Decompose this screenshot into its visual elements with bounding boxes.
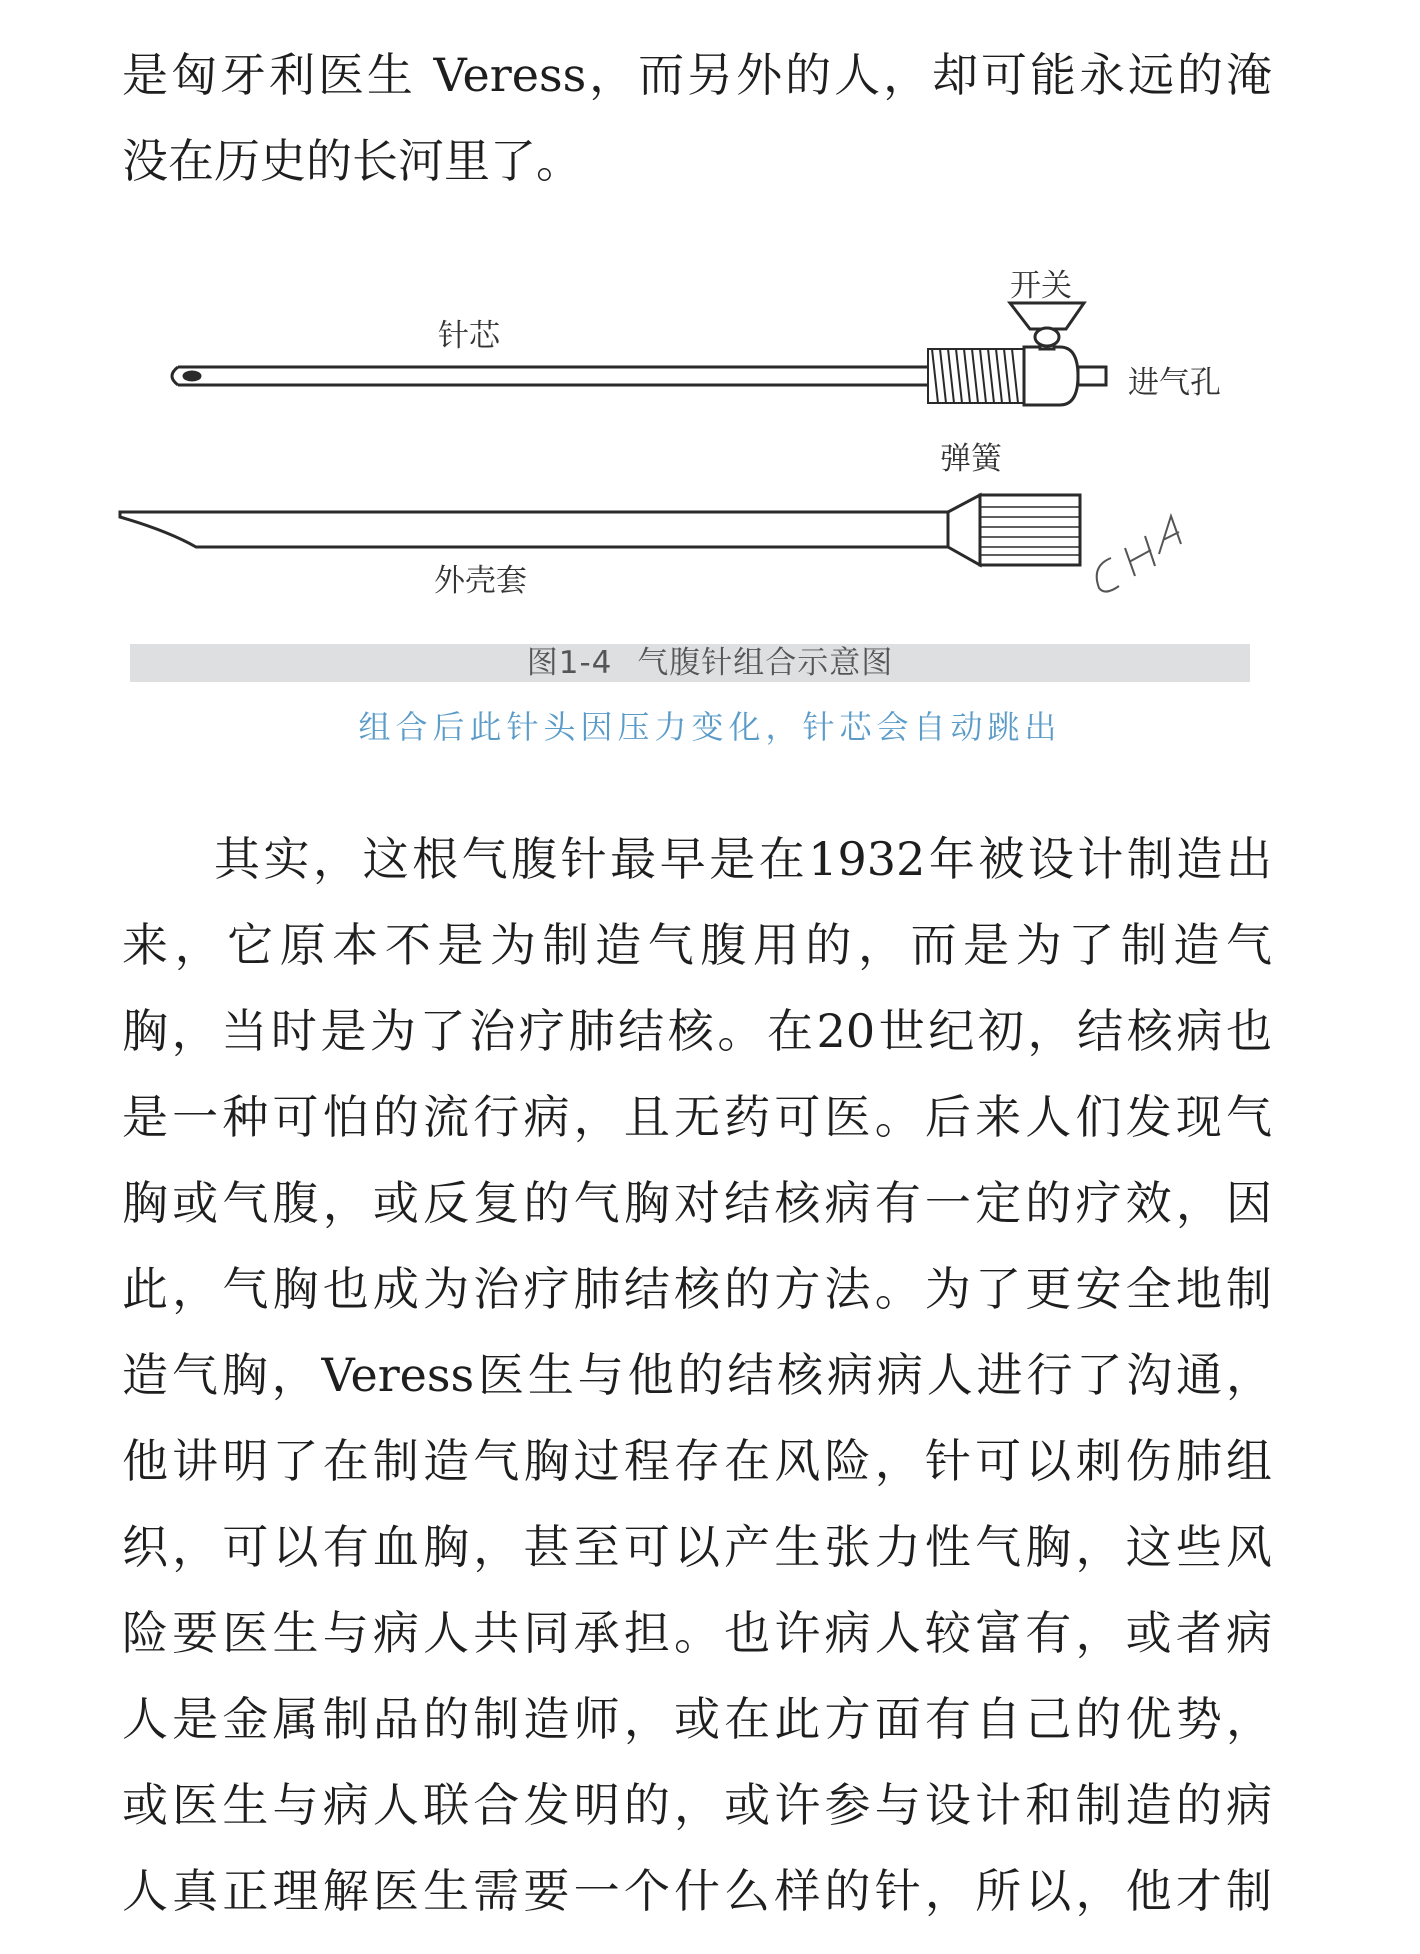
- text-line: 险要医生与病人共同承担。也许病人较富有，或者病: [122, 1606, 1272, 1660]
- text-line: 织，可以有血胸，甚至可以产生张力性气胸，这些风: [122, 1520, 1272, 1574]
- text-line: 是匈牙利医生 Veress，而另外的人，却可能永远的淹: [122, 48, 1272, 102]
- text-line: 此，气胸也成为治疗肺结核的方法。为了更安全地制: [122, 1262, 1272, 1316]
- text-line: 来，它原本不是为制造气腹用的，而是为了制造气: [122, 918, 1272, 972]
- text-line: 没在历史的长河里了。: [122, 134, 582, 188]
- body-paragraph: [122, 816, 1272, 1934]
- text-line: 胸或气腹，或反复的气胸对结核病有一定的疗效，因: [122, 1176, 1272, 1230]
- spring-drawing: [928, 349, 1024, 403]
- needle-core-drawing: [172, 367, 928, 385]
- text-line: 其实，这根气腹针最早是在1932年被设计制造出: [214, 832, 1272, 886]
- intro-paragraph: [122, 32, 1272, 204]
- text-line: 胸，当时是为了治疗肺结核。在20世纪初，结核病也: [122, 1004, 1272, 1058]
- label-air-inlet: 进气孔: [1128, 365, 1221, 401]
- text-line: 人真正理解医生需要一个什么样的针，所以，他才制: [122, 1864, 1272, 1918]
- label-outer-sheath: 外壳套: [434, 563, 527, 599]
- figure-subcaption: 组合后此针头因压力变化，针芯会自动跳出: [358, 708, 1062, 746]
- text-line: 他讲明了在制造气胸过程存在风险，针可以刺伤肺组: [122, 1434, 1272, 1488]
- outer-sheath-drawing: [120, 495, 1080, 565]
- label-switch: 开关: [1010, 268, 1072, 304]
- text-line: 人是金属制品的制造师，或在此方面有自己的优势，: [122, 1692, 1272, 1746]
- label-spring: 弹簧: [940, 441, 1002, 477]
- signature-mark: [1085, 500, 1205, 600]
- label-needle-core: 针芯: [438, 318, 500, 354]
- stopcock-drawing: [1010, 303, 1106, 405]
- text-line: 造气胸，Veress医生与他的结核病病人进行了沟通，: [122, 1348, 1272, 1402]
- figure-caption: 图1-4 气腹针组合示意图: [526, 645, 894, 681]
- needle-diagram: [0, 255, 1420, 655]
- text-line: 是一种可怕的流行病，且无药可医。后来人们发现气: [122, 1090, 1272, 1144]
- text-line: 或医生与病人联合发明的，或许参与设计和制造的病: [122, 1778, 1272, 1832]
